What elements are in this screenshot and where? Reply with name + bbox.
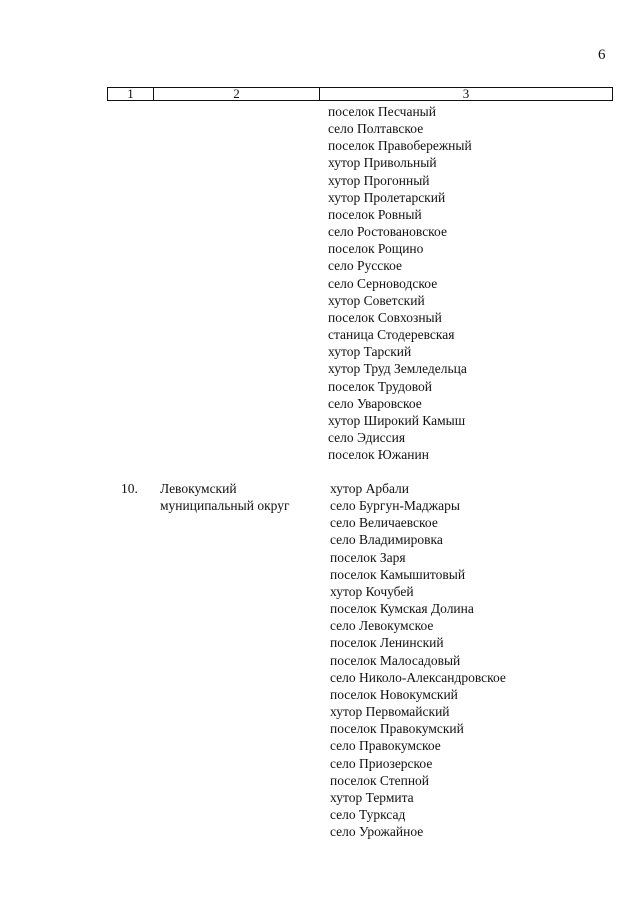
list-item: село Владимировка bbox=[330, 532, 443, 548]
list-item: станица Стодеревская bbox=[328, 327, 455, 343]
list-item: поселок Правобережный bbox=[328, 138, 472, 154]
list-item: село Турксад bbox=[330, 806, 406, 822]
list-item: поселок Заря bbox=[330, 549, 406, 565]
list-item: поселок Ленинский bbox=[330, 635, 444, 651]
list-item: поселок Песчаный bbox=[328, 104, 436, 119]
list-item: село Урожайное bbox=[330, 824, 424, 840]
list-item: поселок Трудовой bbox=[328, 378, 432, 394]
list-item: село Николо-Александровское bbox=[330, 669, 506, 685]
row-number: 10. bbox=[121, 481, 138, 496]
table-header-col-3: 3 bbox=[462, 86, 470, 101]
list-item: поселок Новокумский bbox=[330, 686, 458, 702]
district-name bbox=[160, 480, 325, 514]
list-item: поселок Малосадовый bbox=[330, 652, 461, 668]
list-item: поселок Ровный bbox=[328, 206, 422, 222]
list-item: поселок Совхозный bbox=[328, 309, 442, 325]
list-item: поселок Рощино bbox=[328, 241, 424, 257]
list-item: хутор Прогонный bbox=[328, 172, 430, 188]
page-number: 6 bbox=[598, 47, 606, 63]
list-item: хутор Пролетарский bbox=[328, 189, 446, 205]
list-item: поселок Правокумский bbox=[330, 721, 464, 737]
list-item: хутор Привольный bbox=[328, 155, 437, 171]
list-item: хутор Кочубей bbox=[330, 583, 414, 599]
list-item: село Серноводское bbox=[328, 275, 438, 291]
list-item: поселок Южанин bbox=[328, 447, 429, 463]
list-item: село Бургун-Маджары bbox=[330, 498, 460, 514]
list-item: хутор Арбали bbox=[330, 481, 410, 496]
list-item: хутор Советский bbox=[328, 292, 425, 308]
list-item: село Эдиссия bbox=[328, 429, 406, 445]
table-header-col-1: 1 bbox=[108, 88, 154, 100]
list-item: поселок Кумская Долина bbox=[330, 601, 474, 617]
list-item: поселок Камышитовый bbox=[330, 566, 466, 582]
list-item: хутор Тарский bbox=[328, 344, 412, 360]
district-name-line-1: Левокумский bbox=[160, 481, 237, 496]
list-item: хутор Термита bbox=[330, 789, 414, 805]
list-item: село Приозерское bbox=[330, 755, 433, 771]
list-item: село Уваровское bbox=[328, 395, 422, 411]
list-item: село Левокумское bbox=[330, 618, 434, 634]
list-item: поселок Степной bbox=[330, 772, 430, 788]
list-item: село Правокумское bbox=[330, 738, 441, 754]
table-header-col-2: 2 bbox=[154, 88, 320, 100]
list-item: хутор Труд Земледельца bbox=[328, 361, 467, 377]
list-item: село Русское bbox=[328, 258, 403, 274]
list-item: хутор Широкий Камыш bbox=[328, 412, 466, 428]
continued-settlements-list bbox=[328, 103, 472, 463]
list-item: хутор Первомайский bbox=[330, 704, 450, 720]
table-header-row bbox=[107, 87, 613, 101]
list-item: село Величаевское bbox=[330, 515, 438, 531]
list-item: село Полтавское bbox=[328, 121, 424, 137]
district-name-line-2: муниципальный округ bbox=[160, 498, 290, 514]
district-settlements-list bbox=[330, 480, 506, 840]
list-item: село Ростовановское bbox=[328, 224, 447, 240]
